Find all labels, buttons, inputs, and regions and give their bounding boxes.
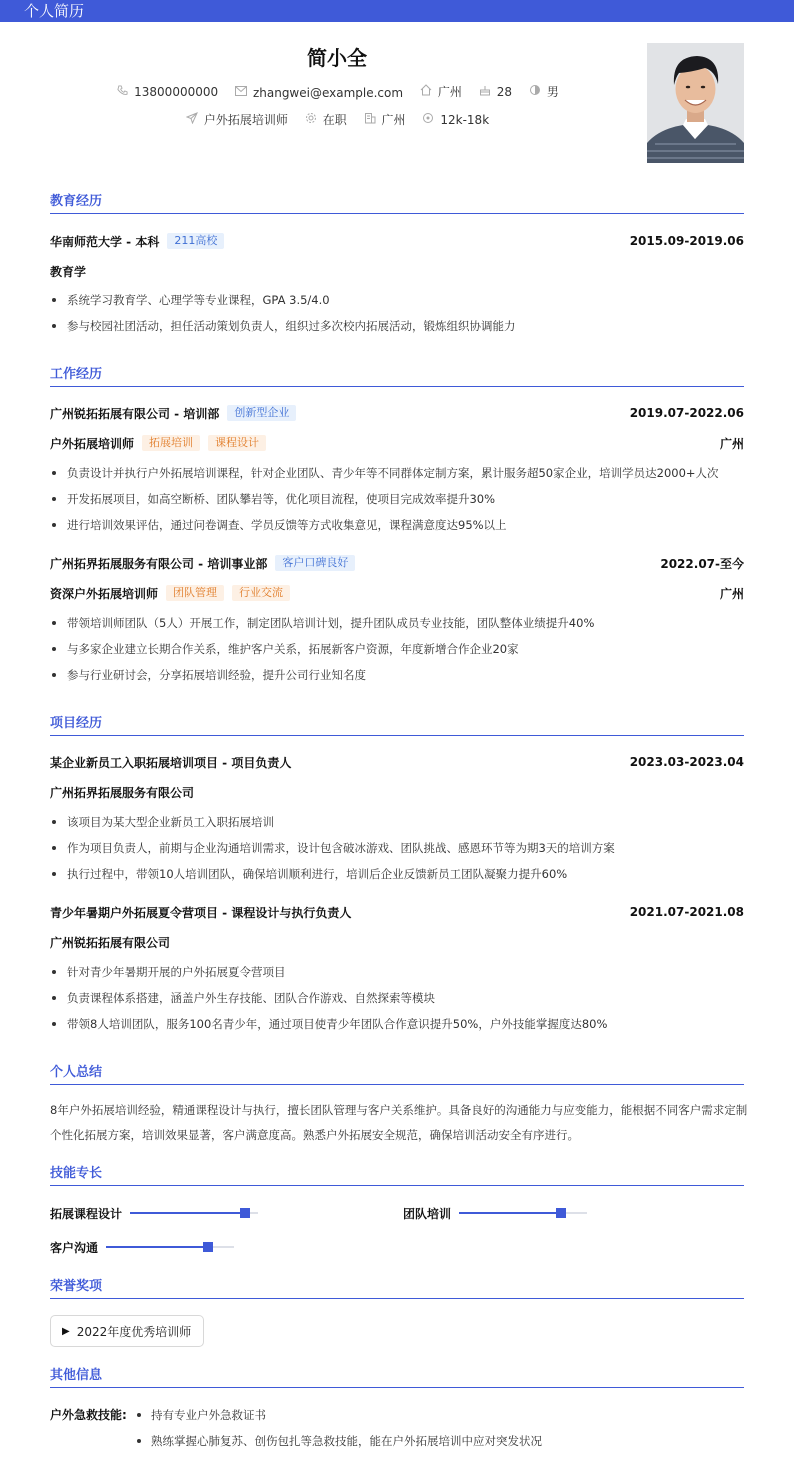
education-entry-header xyxy=(50,232,744,250)
skills-section-title: 技能专长 xyxy=(50,1164,744,1186)
skill-tag: 课程设计 xyxy=(208,435,266,451)
list-item: 开发拓展项目，如高空断桥、团队攀岩等，优化项目流程，使项目完成效率提升30% xyxy=(50,490,760,508)
work-city: 广州 xyxy=(719,436,744,451)
salary-value: 12k-18k xyxy=(440,112,490,127)
list-item: 负责课程体系搭建，涵盖户外生存技能、团队合作游戏、自然探索等模块 xyxy=(50,989,760,1007)
project-name: 青少年暑期户外拓展夏令营项目 - 课程设计与执行负责人 xyxy=(50,905,352,920)
education-period: 2015.09-2019.06 xyxy=(629,234,744,248)
gender-item xyxy=(528,83,559,100)
skill-item xyxy=(50,1205,258,1221)
list-item: 持有专业户外急救证书 xyxy=(136,1406,266,1424)
skill-level-fill xyxy=(130,1212,245,1214)
profile-photo xyxy=(647,43,744,163)
top-bar xyxy=(0,0,794,22)
location-value: 广州 xyxy=(437,85,462,99)
status-item xyxy=(304,111,347,128)
age-item xyxy=(478,84,512,99)
summary-section-title: 个人总结 xyxy=(50,1063,744,1085)
work-position-row xyxy=(50,584,744,602)
list-item: 带领培训师团队（5人）开展工作，制定团队培训计划，提升团队成员专业技能，团队整体业绩提升40% xyxy=(50,614,760,632)
other-section-title: 其他信息 xyxy=(50,1366,744,1388)
skill-level-bar xyxy=(106,1246,234,1248)
education-major: 教育学 xyxy=(50,264,87,279)
award-item[interactable] xyxy=(50,1315,204,1347)
skill-tag: 拓展培训 xyxy=(142,435,200,451)
home-icon xyxy=(419,84,433,99)
list-item: 与多家企业建立长期合作关系，维护客户关系，拓展新客户资源，年度新增合作企业20家 xyxy=(50,640,760,658)
play-triangle-icon: ▶ xyxy=(62,1325,70,1337)
award-label: 2022年度优秀培训师 xyxy=(76,1324,192,1339)
other-info-label: 户外急救技能: xyxy=(50,1408,127,1422)
skill-level-bar xyxy=(130,1212,258,1214)
skill-name: 客户沟通 xyxy=(50,1240,99,1255)
target-city-value: 广州 xyxy=(381,113,406,127)
company-tag: 创新型企业 xyxy=(227,405,296,421)
contact-row xyxy=(0,83,674,100)
work-city: 广州 xyxy=(719,586,744,601)
cake-icon xyxy=(478,84,492,99)
profile-header xyxy=(0,22,794,182)
position-name: 资深户外拓展培训师 xyxy=(50,586,159,601)
location-item xyxy=(419,83,462,100)
job-intent-row xyxy=(0,111,674,128)
work-entry-header xyxy=(50,404,744,422)
project-entry-header xyxy=(50,753,744,771)
salary-icon xyxy=(421,112,435,127)
list-item: 带领8人培训团队，服务100名青少年，通过项目使青少年团队合作意识提升50%，户外技能掌握度达80% xyxy=(50,1015,760,1033)
company-name: 广州拓界拓展服务有限公司 - 培训事业部 xyxy=(50,556,268,571)
company-name: 广州锐拓拓展有限公司 - 培训部 xyxy=(50,406,220,421)
list-item: 参与校园社团活动，担任活动策划负责人，组织过多次校内拓展活动，锻炼组织协调能力 xyxy=(50,317,760,335)
company-tag: 客户口碑良好 xyxy=(275,555,355,571)
job-item xyxy=(185,111,288,128)
salary-item xyxy=(421,112,489,127)
project-company-row xyxy=(50,783,744,801)
phone-icon xyxy=(115,85,129,99)
email-item xyxy=(234,86,403,100)
list-item: 该项目为某大型企业新员工入职拓展培训 xyxy=(50,813,760,831)
list-item: 进行培训效果评估，通过问卷调查、学员反馈等方式收集意见，课程满意度达95%以上 xyxy=(50,516,760,534)
list-item: 参与行业研讨会，分享拓展培训经验，提升公司行业知名度 xyxy=(50,666,760,684)
project-company: 广州锐拓拓展有限公司 xyxy=(50,935,171,950)
project-company: 广州拓界拓展服务有限公司 xyxy=(50,785,195,800)
gender-value: 男 xyxy=(546,85,559,99)
skill-level-fill xyxy=(106,1246,208,1248)
skill-tag: 团队管理 xyxy=(166,585,224,601)
skill-item xyxy=(50,1239,234,1255)
position-name: 户外拓展培训师 xyxy=(50,436,135,451)
gear-icon xyxy=(304,112,318,127)
resume-title: 个人简历 xyxy=(24,2,85,20)
summary-text: 8年户外拓展培训经验，精通课程设计与执行，擅长团队管理与客户关系维护。具备良好的沟通能力与应变能力，能根据不同客户需求定制个性化拓展方案，培训效果显著，客户满意度高。熟悉户外拓展安全规范，确保培训活动安全有序进行。 xyxy=(50,1103,748,1142)
city-item xyxy=(363,111,406,128)
skill-level-bar xyxy=(459,1212,587,1214)
list-item: 作为项目负责人，前期与企业沟通培训需求，设计包含破冰游戏、团队挑战、感恩环节等为期3天的培训方案 xyxy=(50,839,760,857)
skill-level-knob xyxy=(203,1242,213,1252)
skill-level-fill xyxy=(459,1212,561,1214)
projects-section-title: 项目经历 xyxy=(50,714,744,736)
age-value: 28 xyxy=(496,84,513,99)
project-name: 某企业新员工入职拓展培训项目 - 项目负责人 xyxy=(50,755,292,770)
project-company-row xyxy=(50,933,744,951)
list-item: 负责设计并执行户外拓展培训课程，针对企业团队、青少年等不同群体定制方案，累计服务超50家企业，培训学员达2000+人次 xyxy=(50,464,760,482)
work-period: 2019.07-2022.06 xyxy=(629,406,744,420)
send-icon xyxy=(185,112,199,127)
list-item: 熟练掌握心肺复苏、创伤包扎等急救技能，能在户外拓展培训中应对突发状况 xyxy=(136,1432,542,1450)
education-section-title: 教育经历 xyxy=(50,192,744,214)
list-item: 执行过程中，带领10人培训团队，确保培训顺利进行，培训后企业反馈新员工团队凝聚力提升60% xyxy=(50,865,760,883)
mail-icon xyxy=(234,86,248,99)
skill-tag: 行业交流 xyxy=(232,585,290,601)
candidate-name: 简小全 xyxy=(307,46,367,70)
work-position-row xyxy=(50,434,744,452)
work-section-title: 工作经历 xyxy=(50,365,744,387)
school-tag: 211高校 xyxy=(167,233,224,249)
project-period: 2021.07-2021.08 xyxy=(629,905,744,919)
skill-name: 拓展课程设计 xyxy=(50,1206,123,1221)
job-title-value: 户外拓展培训师 xyxy=(203,113,288,127)
email-value: zhangwei@example.com xyxy=(252,85,404,100)
work-entry-header xyxy=(50,554,744,572)
gender-icon xyxy=(528,84,542,99)
skill-name: 团队培训 xyxy=(403,1206,452,1221)
awards-section-title: 荣誉奖项 xyxy=(50,1277,744,1299)
project-period: 2023.03-2023.04 xyxy=(629,755,744,769)
skill-level-knob xyxy=(556,1208,566,1218)
work-period: 2022.07-至今 xyxy=(660,556,744,571)
building-icon xyxy=(363,112,377,127)
skill-level-knob xyxy=(240,1208,250,1218)
school-name: 华南师范大学 - 本科 xyxy=(50,234,160,249)
phone-value: 13800000000 xyxy=(134,85,219,99)
education-major-row xyxy=(50,262,744,280)
list-item: 针对青少年暑期开展的户外拓展夏令营项目 xyxy=(50,963,760,981)
skill-item xyxy=(403,1205,587,1221)
phone-item xyxy=(115,85,218,99)
project-entry-header xyxy=(50,903,744,921)
list-item: 系统学习教育学、心理学等专业课程，GPA 3.5/4.0 xyxy=(50,291,760,309)
status-value: 在职 xyxy=(322,113,347,127)
